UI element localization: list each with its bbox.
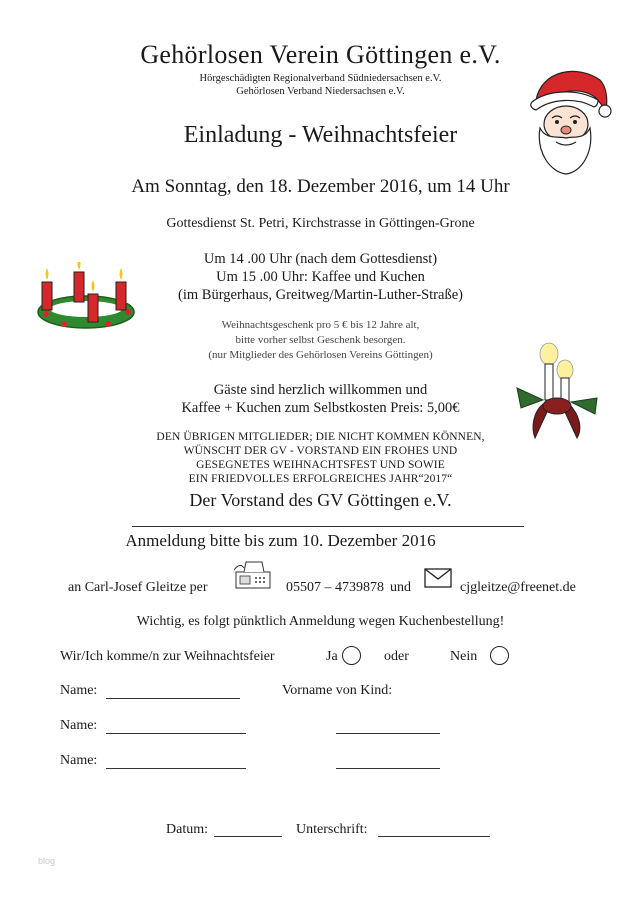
fax-number: 05507 – 4739878: [286, 580, 384, 595]
name-field-3[interactable]: [106, 768, 246, 769]
contact-person: an Carl-Josef Gleitze per: [68, 580, 208, 595]
no-checkbox[interactable]: [490, 646, 509, 665]
signature-field[interactable]: [378, 836, 490, 837]
name-label-1: Name:: [60, 683, 98, 698]
separator-line: [132, 526, 524, 527]
schedule-line-3: (im Bürgerhaus, Greitweg/Martin-Luther-Straße): [178, 287, 463, 303]
schedule-line-1: Um 14 .00 Uhr (nach dem Gottesdienst): [203, 251, 438, 267]
registration-deadline: Anmeldung bitte bis zum 10. Dezember 2016: [125, 531, 436, 550]
church-service-location: Gottesdienst St. Petri, Kirchstrasse in Göttingen-Grone: [166, 216, 475, 231]
sub-association-1: Hörgeschädigten Regionalverband Südniedersachsen e.V.: [199, 73, 442, 84]
season-greeting-line-1: DEN ÜBRIGEN MITGLIEDER; DIE NICHT KOMMEN KÖNNEN,: [156, 431, 485, 443]
schedule: [0, 250, 641, 304]
gift-note-line-1: Weihnachtsgeschenk pro 5 € bis 12 Jahre alt,: [221, 319, 420, 331]
envelope-icon: [424, 568, 452, 588]
gift-note-line-3: (nur Mitglieder des Gehörlosen Vereins Göttingen): [208, 349, 433, 361]
schedule-line-2: Um 15 .00 Uhr: Kaffee und Kuchen: [216, 269, 425, 285]
email-address[interactable]: cjgleitze@freenet.de: [460, 580, 576, 595]
club-name: Gehörlosen Verein Göttingen e.V.: [140, 40, 501, 69]
no-label: Nein: [450, 649, 478, 664]
child-first-name-field-1[interactable]: [336, 733, 440, 734]
date-field[interactable]: [214, 836, 282, 837]
watermark: blog: [38, 856, 56, 866]
name-label-2: Name:: [60, 718, 98, 733]
child-first-name-label: Vorname von Kind:: [282, 683, 393, 698]
name-field-1[interactable]: [106, 698, 240, 699]
santa-claus-icon: [522, 62, 612, 177]
date-label: Datum:: [166, 822, 208, 837]
guest-info-line-2: Kaffee + Kuchen zum Selbstkosten Preis: 5,00€: [181, 400, 460, 416]
contact-and: und: [390, 580, 411, 595]
name-field-2[interactable]: [106, 733, 246, 734]
season-greeting-line-4: EIN FRIEDVOLLES ERFOLGREICHES JAHR“2017“: [188, 473, 453, 485]
name-label-3: Name:: [60, 753, 98, 768]
attendance-question: Wir/Ich komme/n zur Weihnachtsfeier: [60, 649, 275, 664]
signature-label: Unterschrift:: [296, 822, 368, 837]
yes-label: Ja: [326, 649, 338, 664]
or-label: oder: [384, 649, 409, 664]
invitation-title: Einladung - Weihnachtsfeier: [183, 122, 458, 148]
season-greeting: [0, 430, 641, 486]
important-note: Wichtig, es folgt pünktlich Anmeldung wegen Kuchenbestellung!: [136, 614, 505, 629]
sub-association-2: Gehörlosen Verband Niedersachsen e.V.: [236, 86, 405, 97]
season-greeting-line-3: GESEGNETES WEIHNACHTSFEST UND SOWIE: [196, 459, 445, 471]
guest-info: [0, 381, 641, 417]
guest-info-line-1: Gäste sind herzlich willkommen und: [213, 382, 428, 398]
child-first-name-field-2[interactable]: [336, 768, 440, 769]
event-date: Am Sonntag, den 18. Dezember 2016, um 14 Uhr: [131, 176, 510, 197]
fax-machine-icon: [232, 560, 274, 592]
gift-note-line-2: bitte vorher selbst Geschenk besorgen.: [235, 334, 406, 346]
yes-checkbox[interactable]: [342, 646, 361, 665]
season-greeting-line-2: WÜNSCHT DER GV - VORSTAND EIN FROHES UND: [183, 445, 458, 457]
board-signature: Der Vorstand des GV Göttingen e.V.: [189, 490, 452, 510]
